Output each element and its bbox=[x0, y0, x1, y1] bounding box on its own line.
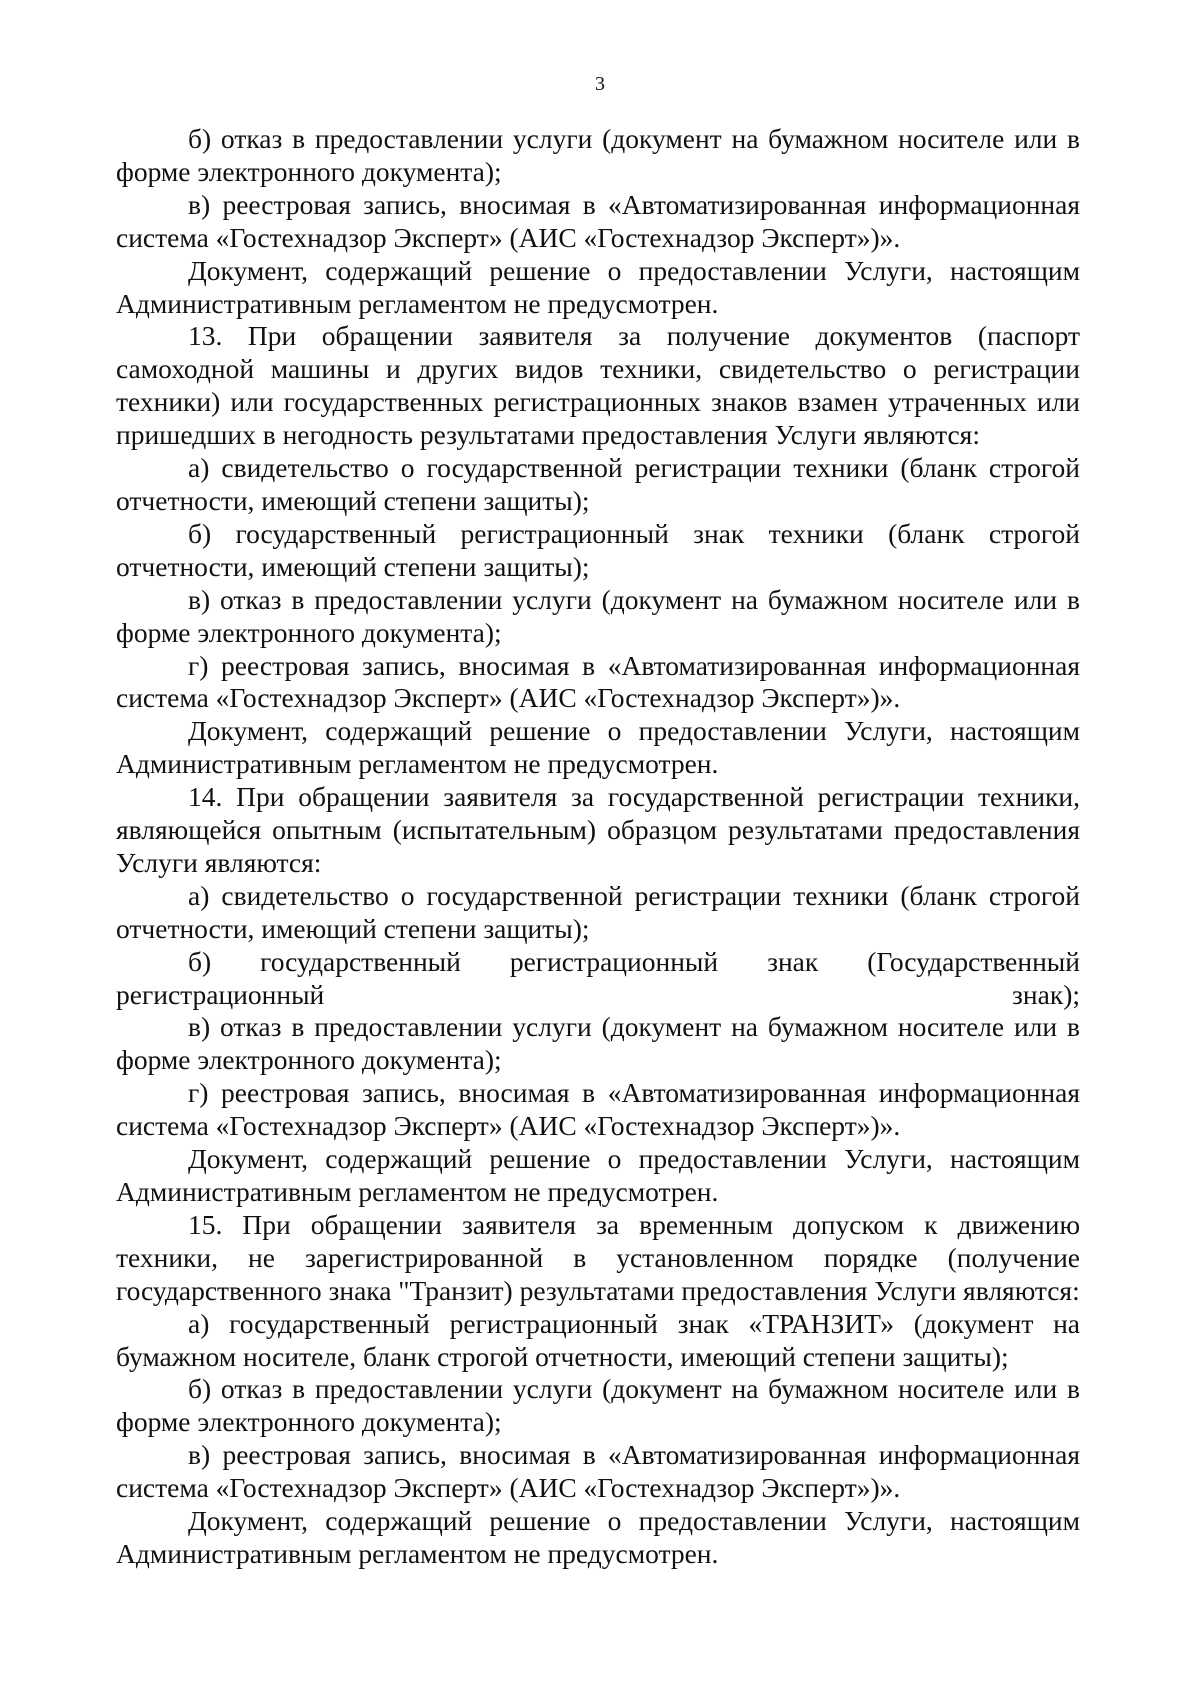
paragraph-14g-registry: г) реестровая запись, вносимая в «Автоматизированная информационная система «Гостехнадзор Эксперт» (АИС «Гостехнадзор Эксперт»)». bbox=[116, 1077, 1080, 1142]
paragraph-14v-refusal: в) отказ в предоставлении услуги (документ на бумажном носителе или в форме электронного документа); bbox=[116, 1011, 1080, 1076]
document-body bbox=[116, 123, 1080, 1571]
paragraph-15v-registry: в) реестровая запись, вносимая в «Автоматизированная информационная система «Гостехнадзор Эксперт» (АИС «Гостехнадзор Эксперт»)». bbox=[116, 1439, 1080, 1504]
paragraph-14-document-note: Документ, содержащий решение о предоставлении Услуги, настоящим Административным регламентом не предусмотрен. bbox=[116, 1143, 1080, 1207]
paragraph-1v-registry: в) реестровая запись, вносимая в «Автоматизированная информационная система «Гостехнадзор Эксперт» (АИС «Гостехнадзор Эксперт»)». bbox=[116, 188, 1080, 253]
paragraph-14a-certificate: а) свидетельство о государственной регистрации техники (бланк строгой отчетности, имеющий степени защиты); bbox=[116, 879, 1080, 944]
paragraph-13-heading: 13. При обращении заявителя за получение документов (паспорт самоходной машины и других видов техники, свидетельство о регистрации техники) или государственных регистрационных знаков взамен утраченных или пришедших в негодность результатами предоставления Услуги являются: bbox=[116, 320, 1080, 451]
paragraph-13-document-note: Документ, содержащий решение о предоставлении Услуги, настоящим Административным регламентом не предусмотрен. bbox=[116, 715, 1080, 780]
paragraph-15-heading: 15. При обращении заявителя за временным допуском к движению техники, не зарегистрированной в установленном порядке (получение государственного знака "Транзит) результатами предоставления Услуги являются: bbox=[116, 1208, 1080, 1306]
paragraph-13b-plate: б) государственный регистрационный знак техники (бланк строгой отчетности, имеющий степени защиты); bbox=[116, 517, 1080, 582]
page-number: 3 bbox=[595, 73, 605, 95]
paragraph-13v-refusal: в) отказ в предоставлении услуги (документ на бумажном носителе или в форме электронного документа); bbox=[116, 583, 1080, 648]
paragraph-15a-transit-plate: а) государственный регистрационный знак «ТРАНЗИТ» (документ на бумажном носителе, бланк строгой отчетности, имеющий степени защиты); bbox=[116, 1307, 1080, 1372]
paragraph-13a-certificate: а) свидетельство о государственной регистрации техники (бланк строгой отчетности, имеющий степени защиты); bbox=[116, 452, 1080, 516]
paragraph-13g-registry: г) реестровая запись, вносимая в «Автоматизированная информационная система «Гостехнадзор Эксперт» (АИС «Гостехнадзор Эксперт»)». bbox=[116, 649, 1080, 714]
paragraph-15b-refusal: б) отказ в предоставлении услуги (документ на бумажном носителе или в форме электронного документа); bbox=[116, 1373, 1080, 1438]
paragraph-14b-plate: б) государственный регистрационный знак (Государственный регистрационный знак); bbox=[116, 945, 1080, 1010]
paragraph-1b-refusal: б) отказ в предоставлении услуги (документ на бумажном носителе или в форме электронного документа); bbox=[116, 123, 1080, 187]
paragraph-1-document-note: Документ, содержащий решение о предоставлении Услуги, настоящим Административным регламентом не предусмотрен. bbox=[116, 254, 1080, 319]
paragraph-14-heading: 14. При обращении заявителя за государственной регистрации техники, являющейся опытным (испытательным) образцом результатами предоставления Услуги являются: bbox=[116, 781, 1080, 878]
paragraph-15-document-note: Документ, содержащий решение о предоставлении Услуги, настоящим Административным регламентом не предусмотрен. bbox=[116, 1505, 1080, 1569]
